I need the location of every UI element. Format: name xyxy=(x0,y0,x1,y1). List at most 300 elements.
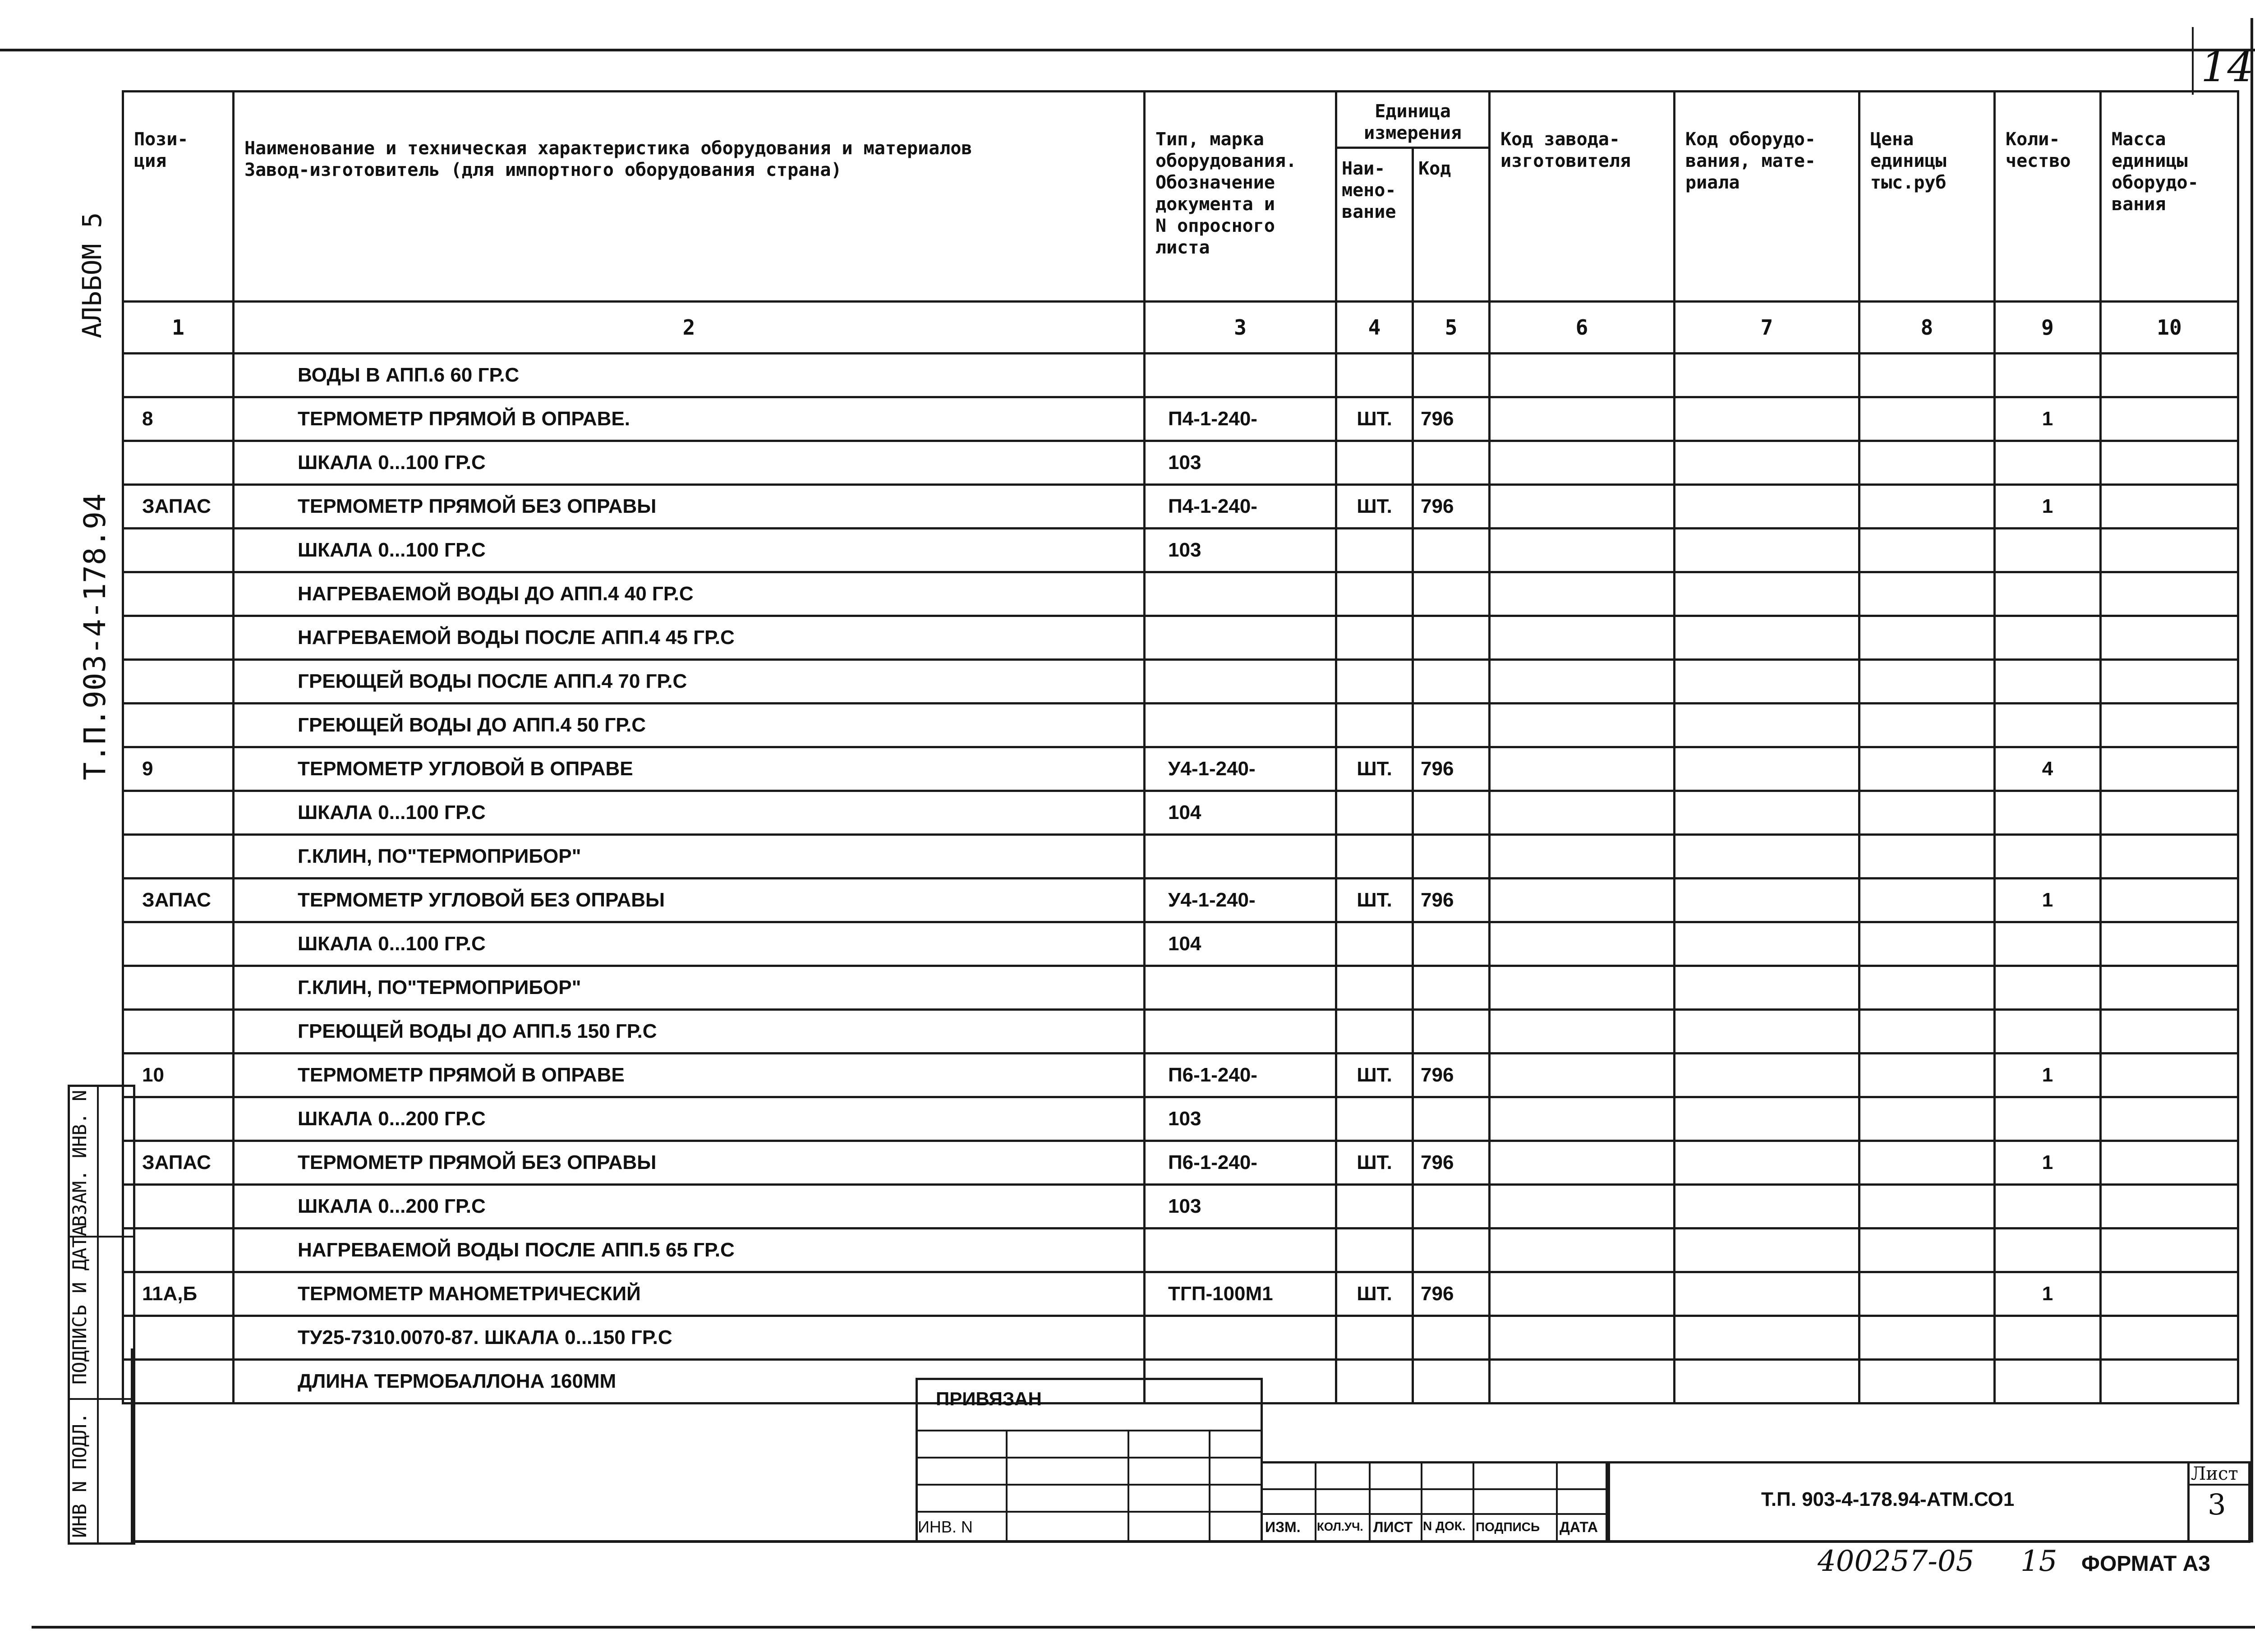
cell-empty xyxy=(1675,966,1859,1010)
table-row xyxy=(123,791,2238,835)
header-equipment-code: Код оборудо- вания, мате- риала xyxy=(1675,92,1859,302)
cell-uname xyxy=(1336,660,1413,704)
cell-type: П6-1-240- xyxy=(1145,1141,1336,1185)
cell-name: НАГРЕВАЕМОЙ ВОДЫ ПОСЛЕ АПП.4 45 ГР.С xyxy=(234,616,1145,660)
cell-ucode xyxy=(1413,529,1490,572)
cell-name: ТЕРМОМЕТР УГЛОВОЙ БЕЗ ОПРАВЫ xyxy=(234,879,1145,922)
cell-empty xyxy=(2101,529,2238,572)
cell-type: 103 xyxy=(1145,1097,1336,1141)
cell-uname xyxy=(1336,922,1413,966)
header-unit-code: Код xyxy=(1413,148,1490,302)
cell-empty xyxy=(2101,660,2238,704)
cell-empty xyxy=(2101,1097,2238,1141)
cell-uname xyxy=(1336,1360,1413,1404)
cell-ucode: 796 xyxy=(1413,397,1490,441)
cell-uname xyxy=(1336,835,1413,879)
cell-type xyxy=(1145,660,1336,704)
cell-ucode xyxy=(1413,616,1490,660)
cell-qty: 4 xyxy=(1995,747,2101,791)
cell-empty xyxy=(1859,1360,1995,1404)
cell-qty xyxy=(1995,1185,2101,1229)
sig-col-2 xyxy=(1369,1461,1371,1542)
table-row xyxy=(123,1097,2238,1141)
cell-empty xyxy=(1859,1185,1995,1229)
privyazan-col-1 xyxy=(1006,1430,1008,1542)
cell-type: П4-1-240- xyxy=(1145,485,1336,529)
cell-name: ШКАЛА 0...200 ГР.С xyxy=(234,1185,1145,1229)
cell-empty xyxy=(2101,922,2238,966)
cell-empty xyxy=(1490,529,1675,572)
cell-pos: ЗАПАС xyxy=(123,485,234,529)
cell-empty xyxy=(1675,441,1859,485)
cell-pos: 11А,Б xyxy=(123,1272,234,1316)
cell-empty xyxy=(1490,1316,1675,1360)
col-number: 7 xyxy=(1675,302,1859,354)
cell-empty xyxy=(1859,397,1995,441)
cell-empty xyxy=(1675,1316,1859,1360)
table-row xyxy=(123,1010,2238,1054)
cell-empty xyxy=(1675,1141,1859,1185)
cell-empty xyxy=(2101,704,2238,747)
cell-pos xyxy=(123,966,234,1010)
cell-uname xyxy=(1336,529,1413,572)
sig-header-ndok: N ДОК. xyxy=(1423,1519,1466,1533)
cell-type: У4-1-240- xyxy=(1145,747,1336,791)
col-number: 4 xyxy=(1336,302,1413,354)
cell-pos xyxy=(123,1360,234,1404)
sig-col-5 xyxy=(1556,1461,1558,1542)
col-number: 1 xyxy=(123,302,234,354)
list-label: Лист xyxy=(2191,1463,2238,1484)
cell-empty xyxy=(2101,485,2238,529)
col-number: 8 xyxy=(1859,302,1995,354)
cell-name: ТЕРМОМЕТР ПРЯМОЙ В ОПРАВЕ xyxy=(234,1054,1145,1097)
cell-type xyxy=(1145,354,1336,397)
table-row xyxy=(123,922,2238,966)
cell-uname xyxy=(1336,1097,1413,1141)
cell-uname xyxy=(1336,354,1413,397)
table-row xyxy=(123,397,2238,441)
cell-type: П6-1-240- xyxy=(1145,1054,1336,1097)
cell-empty xyxy=(1490,704,1675,747)
cell-qty xyxy=(1995,791,2101,835)
cell-empty xyxy=(1490,1272,1675,1316)
cell-empty xyxy=(2101,791,2238,835)
header-unit-name: Наи- мено- вание xyxy=(1336,148,1413,302)
table-row xyxy=(123,966,2238,1010)
cell-empty xyxy=(1859,572,1995,616)
cell-pos xyxy=(123,616,234,660)
cell-empty xyxy=(1859,660,1995,704)
cell-name: Г.КЛИН, ПО"ТЕРМОПРИБОР" xyxy=(234,835,1145,879)
cell-uname: ШТ. xyxy=(1336,397,1413,441)
cell-empty xyxy=(1859,1097,1995,1141)
cell-pos xyxy=(123,1316,234,1360)
cell-empty xyxy=(1675,704,1859,747)
left-stamp-divider xyxy=(97,1085,99,1545)
cell-qty xyxy=(1995,1010,2101,1054)
cell-empty xyxy=(1675,747,1859,791)
cell-uname xyxy=(1336,1185,1413,1229)
cell-type xyxy=(1145,1316,1336,1360)
cell-name: ТЕРМОМЕТР УГЛОВОЙ В ОПРАВЕ xyxy=(234,747,1145,791)
cell-empty xyxy=(1859,1316,1995,1360)
cell-empty xyxy=(1859,791,1995,835)
cell-name: НАГРЕВАЕМОЙ ВОДЫ ПОСЛЕ АПП.5 65 ГР.С xyxy=(234,1229,1145,1272)
cell-empty xyxy=(1675,835,1859,879)
table-row xyxy=(123,1229,2238,1272)
cell-empty xyxy=(1859,485,1995,529)
cell-uname: ШТ. xyxy=(1336,1141,1413,1185)
cell-ucode xyxy=(1413,1097,1490,1141)
cell-empty xyxy=(1675,1360,1859,1404)
cell-empty xyxy=(1675,354,1859,397)
cell-ucode: 796 xyxy=(1413,747,1490,791)
cell-empty xyxy=(1675,1054,1859,1097)
cell-empty xyxy=(2101,879,2238,922)
sheet-number-box-left xyxy=(2192,27,2194,95)
cell-name: ШКАЛА 0...100 ГР.С xyxy=(234,922,1145,966)
cell-uname xyxy=(1336,966,1413,1010)
cell-qty xyxy=(1995,441,2101,485)
cell-pos xyxy=(123,835,234,879)
cell-type xyxy=(1145,1229,1336,1272)
cell-empty xyxy=(1859,529,1995,572)
cell-uname: ШТ. xyxy=(1336,485,1413,529)
cell-empty xyxy=(1675,660,1859,704)
cell-uname xyxy=(1336,1010,1413,1054)
table-row xyxy=(123,572,2238,616)
sig-col-3 xyxy=(1421,1461,1422,1542)
col-number: 6 xyxy=(1490,302,1675,354)
cell-uname: ШТ. xyxy=(1336,1054,1413,1097)
inv-n-label: ИНВ. N xyxy=(918,1518,973,1536)
cell-uname xyxy=(1336,1316,1413,1360)
cell-type: 103 xyxy=(1145,1185,1336,1229)
cell-qty xyxy=(1995,354,2101,397)
cell-uname xyxy=(1336,441,1413,485)
bottom-area-left-line xyxy=(131,1348,133,1542)
cell-ucode xyxy=(1413,354,1490,397)
cell-ucode xyxy=(1413,1360,1490,1404)
cell-type: 104 xyxy=(1145,922,1336,966)
cell-empty xyxy=(1490,1229,1675,1272)
cell-empty xyxy=(1859,616,1995,660)
table-row xyxy=(123,1272,2238,1316)
list-number: 3 xyxy=(2208,1488,2226,1522)
table-row xyxy=(123,660,2238,704)
cell-type xyxy=(1145,572,1336,616)
cell-name: НАГРЕВАЕМОЙ ВОДЫ ДО АПП.4 40 ГР.С xyxy=(234,572,1145,616)
cell-empty xyxy=(1675,1229,1859,1272)
cell-empty xyxy=(1490,616,1675,660)
sig-header-izm: ИЗМ. xyxy=(1265,1519,1301,1535)
table-row xyxy=(123,747,2238,791)
privyazan-col-3 xyxy=(1209,1430,1210,1542)
cell-pos xyxy=(123,1010,234,1054)
cell-empty xyxy=(2101,397,2238,441)
cell-type xyxy=(1145,616,1336,660)
table-row xyxy=(123,485,2238,529)
cell-empty xyxy=(2101,1272,2238,1316)
table-row xyxy=(123,835,2238,879)
cell-empty xyxy=(1490,485,1675,529)
handwritten-archive-code: 400257-05 xyxy=(1818,1545,1974,1578)
cell-empty xyxy=(2101,747,2238,791)
cell-empty xyxy=(1490,966,1675,1010)
table-row xyxy=(123,1185,2238,1229)
cell-empty xyxy=(1490,879,1675,922)
cell-qty: 1 xyxy=(1995,397,2101,441)
table-row xyxy=(123,1054,2238,1097)
cell-type: П4-1-240- xyxy=(1145,397,1336,441)
cell-empty xyxy=(2101,966,2238,1010)
cell-pos xyxy=(123,1097,234,1141)
cell-type: 103 xyxy=(1145,529,1336,572)
cell-empty xyxy=(1490,397,1675,441)
cell-uname xyxy=(1336,791,1413,835)
privyazan-label: ПРИВЯЗАН xyxy=(936,1388,1042,1409)
table-row xyxy=(123,1141,2238,1185)
cell-pos: 9 xyxy=(123,747,234,791)
cell-uname: ШТ. xyxy=(1336,747,1413,791)
cell-uname xyxy=(1336,572,1413,616)
cell-qty: 1 xyxy=(1995,1054,2101,1097)
cell-qty xyxy=(1995,1097,2101,1141)
cell-pos xyxy=(123,572,234,616)
cell-name: ДЛИНА ТЕРМОБАЛЛОНА 160ММ xyxy=(234,1360,1145,1404)
cell-empty xyxy=(1859,1141,1995,1185)
cell-empty xyxy=(1490,835,1675,879)
col-number: 9 xyxy=(1995,302,2101,354)
cell-name: Г.КЛИН, ПО"ТЕРМОПРИБОР" xyxy=(234,966,1145,1010)
handwritten-number: 15 xyxy=(2020,1545,2057,1578)
table-row xyxy=(123,354,2238,397)
cell-empty xyxy=(1859,879,1995,922)
cell-pos: ЗАПАС xyxy=(123,1141,234,1185)
cell-empty xyxy=(1490,1185,1675,1229)
cell-pos: ЗАПАС xyxy=(123,879,234,922)
sig-header-data: ДАТА xyxy=(1560,1519,1598,1535)
cell-ucode xyxy=(1413,441,1490,485)
table-row xyxy=(123,441,2238,485)
privyazan-sep-1 xyxy=(916,1430,1263,1431)
cell-empty xyxy=(1490,354,1675,397)
cell-empty xyxy=(1490,1141,1675,1185)
stamp-label-podpis: ПОДПИСЬ И ДАТА xyxy=(69,1224,91,1385)
cell-ucode xyxy=(1413,922,1490,966)
cell-qty xyxy=(1995,1316,2101,1360)
cell-qty xyxy=(1995,660,2101,704)
header-unit-group: Единица измерения xyxy=(1336,92,1490,148)
cell-name: ТЕРМОМЕТР ПРЯМОЙ БЕЗ ОПРАВЫ xyxy=(234,1141,1145,1185)
cell-empty xyxy=(1675,879,1859,922)
sig-header-podpis: ПОДПИСЬ xyxy=(1476,1520,1540,1534)
cell-pos xyxy=(123,791,234,835)
cell-empty xyxy=(2101,835,2238,879)
cell-qty xyxy=(1995,572,2101,616)
cell-uname: ШТ. xyxy=(1336,1272,1413,1316)
table-row xyxy=(123,879,2238,922)
cell-name: ВОДЫ В АПП.6 60 ГР.С xyxy=(234,354,1145,397)
cell-empty xyxy=(1675,1185,1859,1229)
cell-type xyxy=(1145,835,1336,879)
cell-pos xyxy=(123,354,234,397)
top-frame-line xyxy=(0,49,2255,51)
table-header-row xyxy=(123,92,2238,148)
cell-ucode xyxy=(1413,1185,1490,1229)
cell-empty xyxy=(1490,922,1675,966)
stamp-label-vzam: ВЗАМ. ИНВ. N xyxy=(69,1090,91,1227)
cell-name: ШКАЛА 0...100 ГР.С xyxy=(234,791,1145,835)
cell-qty: 1 xyxy=(1995,485,2101,529)
column-numbers-row xyxy=(123,302,2238,354)
cell-empty xyxy=(1675,1010,1859,1054)
cell-empty xyxy=(1859,441,1995,485)
cell-empty xyxy=(1859,704,1995,747)
cell-ucode: 796 xyxy=(1413,1054,1490,1097)
cell-uname xyxy=(1336,704,1413,747)
sig-col-1 xyxy=(1315,1461,1316,1542)
cell-qty xyxy=(1995,529,2101,572)
cell-qty xyxy=(1995,1229,2101,1272)
cell-name: ТЕРМОМЕТР ПРЯМОЙ В ОПРАВЕ. xyxy=(234,397,1145,441)
equipment-spec-table xyxy=(122,90,2239,1404)
cell-type: У4-1-240- xyxy=(1145,879,1336,922)
header-type: Тип, марка оборудования. Обозначение документа и N опросного листа xyxy=(1145,92,1336,302)
cell-empty xyxy=(1859,1010,1995,1054)
cell-ucode: 796 xyxy=(1413,1141,1490,1185)
stamp-label-inv-podl: ИНВ N ПОДЛ. xyxy=(69,1412,91,1538)
cell-empty xyxy=(1675,1097,1859,1141)
header-quantity: Коли- чество xyxy=(1995,92,2101,302)
sheet-number-handwritten: 14 xyxy=(2201,43,2254,91)
right-frame-line xyxy=(2250,18,2253,1542)
cell-empty xyxy=(2101,1054,2238,1097)
cell-qty xyxy=(1995,1360,2101,1404)
col-number: 3 xyxy=(1145,302,1336,354)
cell-pos: 8 xyxy=(123,397,234,441)
cell-ucode xyxy=(1413,1010,1490,1054)
cell-ucode xyxy=(1413,835,1490,879)
cell-empty xyxy=(1859,1229,1995,1272)
cell-empty xyxy=(1675,572,1859,616)
cell-empty xyxy=(1675,791,1859,835)
cell-empty xyxy=(1490,441,1675,485)
privyazan-col-2 xyxy=(1128,1430,1129,1542)
header-mass: Масса единицы оборудо- вания xyxy=(2101,92,2238,302)
cell-empty xyxy=(1859,747,1995,791)
cell-empty xyxy=(1490,747,1675,791)
sig-col-4 xyxy=(1473,1461,1474,1542)
cell-empty xyxy=(1490,1360,1675,1404)
cell-name: ГРЕЮЩЕЙ ВОДЫ ДО АПП.5 150 ГР.С xyxy=(234,1010,1145,1054)
cell-empty xyxy=(1490,1054,1675,1097)
cell-empty xyxy=(1859,835,1995,879)
cell-ucode xyxy=(1413,1229,1490,1272)
cell-empty xyxy=(1490,1097,1675,1141)
cell-qty: 1 xyxy=(1995,879,2101,922)
cell-ucode xyxy=(1413,1316,1490,1360)
cell-name: ТЕРМОМЕТР МАНОМЕТРИЧЕСКИЙ xyxy=(234,1272,1145,1316)
cell-pos xyxy=(123,704,234,747)
cell-empty xyxy=(2101,1185,2238,1229)
cell-name: ТУ25-7310.0070-87. ШКАЛА 0...150 ГР.С xyxy=(234,1316,1145,1360)
cell-type xyxy=(1145,704,1336,747)
privyazan-sep-3 xyxy=(916,1484,1263,1486)
cell-type xyxy=(1145,966,1336,1010)
cell-uname: ШТ. xyxy=(1336,879,1413,922)
cell-empty xyxy=(1675,397,1859,441)
cell-ucode: 796 xyxy=(1413,485,1490,529)
cell-ucode xyxy=(1413,572,1490,616)
album-label: АЛЬБОМ 5 xyxy=(77,212,107,338)
cell-type xyxy=(1145,1010,1336,1054)
doc-code: Т.П. 903-4-178.94-АТМ.СО1 xyxy=(1761,1488,2015,1510)
cell-empty xyxy=(2101,616,2238,660)
cell-empty xyxy=(1490,791,1675,835)
table-row xyxy=(123,529,2238,572)
cell-pos xyxy=(123,441,234,485)
cell-pos xyxy=(123,1185,234,1229)
cell-empty xyxy=(2101,1141,2238,1185)
col-number: 5 xyxy=(1413,302,1490,354)
cell-empty xyxy=(1490,1010,1675,1054)
cell-empty xyxy=(2101,1229,2238,1272)
cell-pos: 10 xyxy=(123,1054,234,1097)
cell-empty xyxy=(2101,354,2238,397)
cell-name: ТЕРМОМЕТР ПРЯМОЙ БЕЗ ОПРАВЫ xyxy=(234,485,1145,529)
format-label: ФОРМАТ А3 xyxy=(2081,1552,2210,1576)
cell-empty xyxy=(2101,572,2238,616)
sig-header-list: ЛИСТ xyxy=(1373,1519,1413,1535)
cell-pos xyxy=(123,1229,234,1272)
cell-pos xyxy=(123,922,234,966)
cell-empty xyxy=(2101,441,2238,485)
col-number: 10 xyxy=(2101,302,2238,354)
cell-type: 104 xyxy=(1145,791,1336,835)
cell-name: ШКАЛА 0...200 ГР.С xyxy=(234,1097,1145,1141)
cell-empty xyxy=(2101,1316,2238,1360)
privyazan-sep-4 xyxy=(916,1511,1263,1513)
cell-empty xyxy=(1490,660,1675,704)
cell-empty xyxy=(1675,529,1859,572)
header-name: Наименование и техническая характеристика оборудования и материалов Завод-изготовитель (для импортного оборудования страна) xyxy=(234,92,1145,302)
cell-empty xyxy=(1859,922,1995,966)
table-body xyxy=(123,354,2238,1404)
project-code-side: Т.П.903-4-178.94 xyxy=(78,493,112,780)
cell-uname xyxy=(1336,616,1413,660)
sig-header-koluch: КОЛ.УЧ. xyxy=(1317,1520,1363,1533)
cell-empty xyxy=(1675,616,1859,660)
cell-qty xyxy=(1995,966,2101,1010)
header-factory-code: Код завода- изготовителя xyxy=(1490,92,1675,302)
cell-name: ШКАЛА 0...100 ГР.С xyxy=(234,529,1145,572)
privyazan-sep-2 xyxy=(916,1457,1263,1459)
cell-empty xyxy=(2101,1360,2238,1404)
cell-name: ШКАЛА 0...100 ГР.С xyxy=(234,441,1145,485)
cell-qty xyxy=(1995,835,2101,879)
cell-ucode xyxy=(1413,704,1490,747)
cell-type: 103 xyxy=(1145,441,1336,485)
cell-ucode: 796 xyxy=(1413,1272,1490,1316)
cell-ucode: 796 xyxy=(1413,879,1490,922)
cell-pos xyxy=(123,529,234,572)
cell-name: ГРЕЮЩЕЙ ВОДЫ ПОСЛЕ АПП.4 70 ГР.С xyxy=(234,660,1145,704)
cell-empty xyxy=(1675,485,1859,529)
cell-uname xyxy=(1336,1229,1413,1272)
table-row xyxy=(123,616,2238,660)
